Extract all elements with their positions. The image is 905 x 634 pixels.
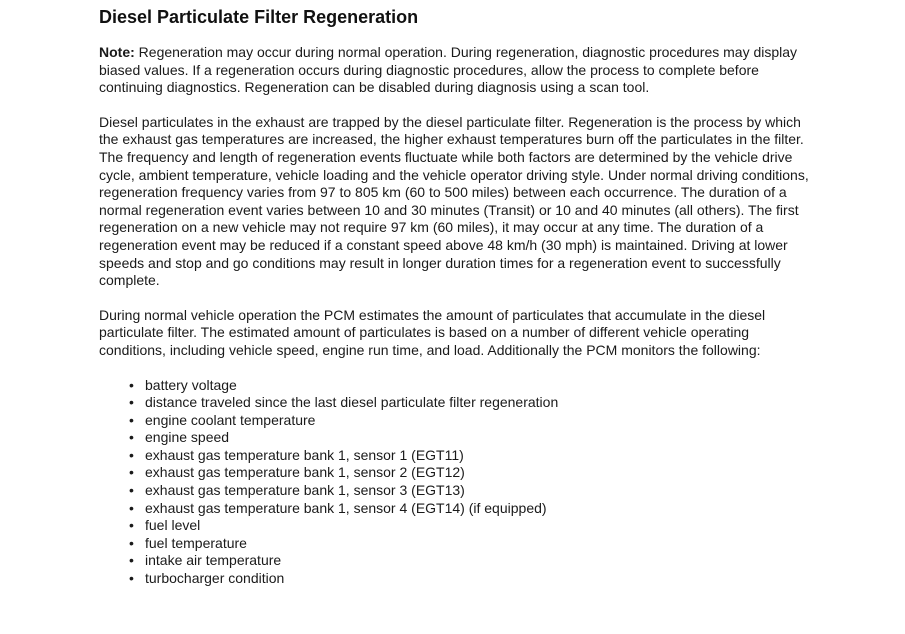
list-item: • exhaust gas temperature bank 1, sensor 4 (EGT14) (if equipped) [129,500,809,518]
list-item: • engine coolant temperature [129,412,809,430]
page-title: Diesel Particulate Filter Regeneration [99,7,419,27]
pcm-estimation-paragraph: During normal vehicle operation the PCM estimates the amount of particulates that accumulate in the diesel particulate filter. The estimated amount of particulates is based on a number of different vehicle operating conditions, including vehicle speed, engine run time, and load. Additionally the PCM monitors the following: [99,306,766,358]
list-item: • turbocharger condition [129,570,809,588]
note-text: Regeneration may occur during normal operation. During regeneration, diagnostic procedures may display biased values. If a regeneration occurs during diagnostic procedures, allow the process to complete before continuing diagnostics. Regeneration can be disabled during diagnosis using a scan tool. [99,44,798,96]
note-paragraph [99,44,809,97]
list-item: • fuel temperature [129,535,809,553]
list-item: • fuel level [129,517,809,535]
list-item: • exhaust gas temperature bank 1, sensor 3 (EGT13) [129,482,809,500]
note-label: Note: [99,44,135,60]
regeneration-description-paragraph: Diesel particulates in the exhaust are trapped by the diesel particulate filter. Regeneration is the process by which the exhaust gas temperatures are increased, the higher exhaust temperatures burn off the particulates in the filter. The frequency and length of regeneration events fluctuate while both factors are determined by the vehicle drive cycle, ambient temperature, vehicle loading and the vehicle operator driving style. Under normal driving conditions, regeneration frequency varies from 97 to 805 km (60 to 500 miles) between each occurrence. The duration of a normal regeneration event varies between 10 and 30 minutes (Transit) or 10 and 40 minutes (all others). The first regeneration on a new vehicle may not require 97 km (60 miles), it may occur at any time. The duration of a regeneration event may be reduced if a constant speed above 48 km/h (30 mph) is maintained. Driving at lower speeds and stop and go conditions may result in longer duration times for a regeneration event to successfully complete. [99,113,809,289]
list-item: • exhaust gas temperature bank 1, sensor 2 (EGT12) [129,464,809,482]
list-item: • battery voltage [129,377,809,395]
monitored-items-list [99,377,809,588]
list-item: • distance traveled since the last diesel particulate filter regeneration [129,394,809,412]
list-item: • engine speed [129,429,809,447]
list-item: • intake air temperature [129,552,809,570]
list-item: • exhaust gas temperature bank 1, sensor 1 (EGT11) [129,447,809,465]
